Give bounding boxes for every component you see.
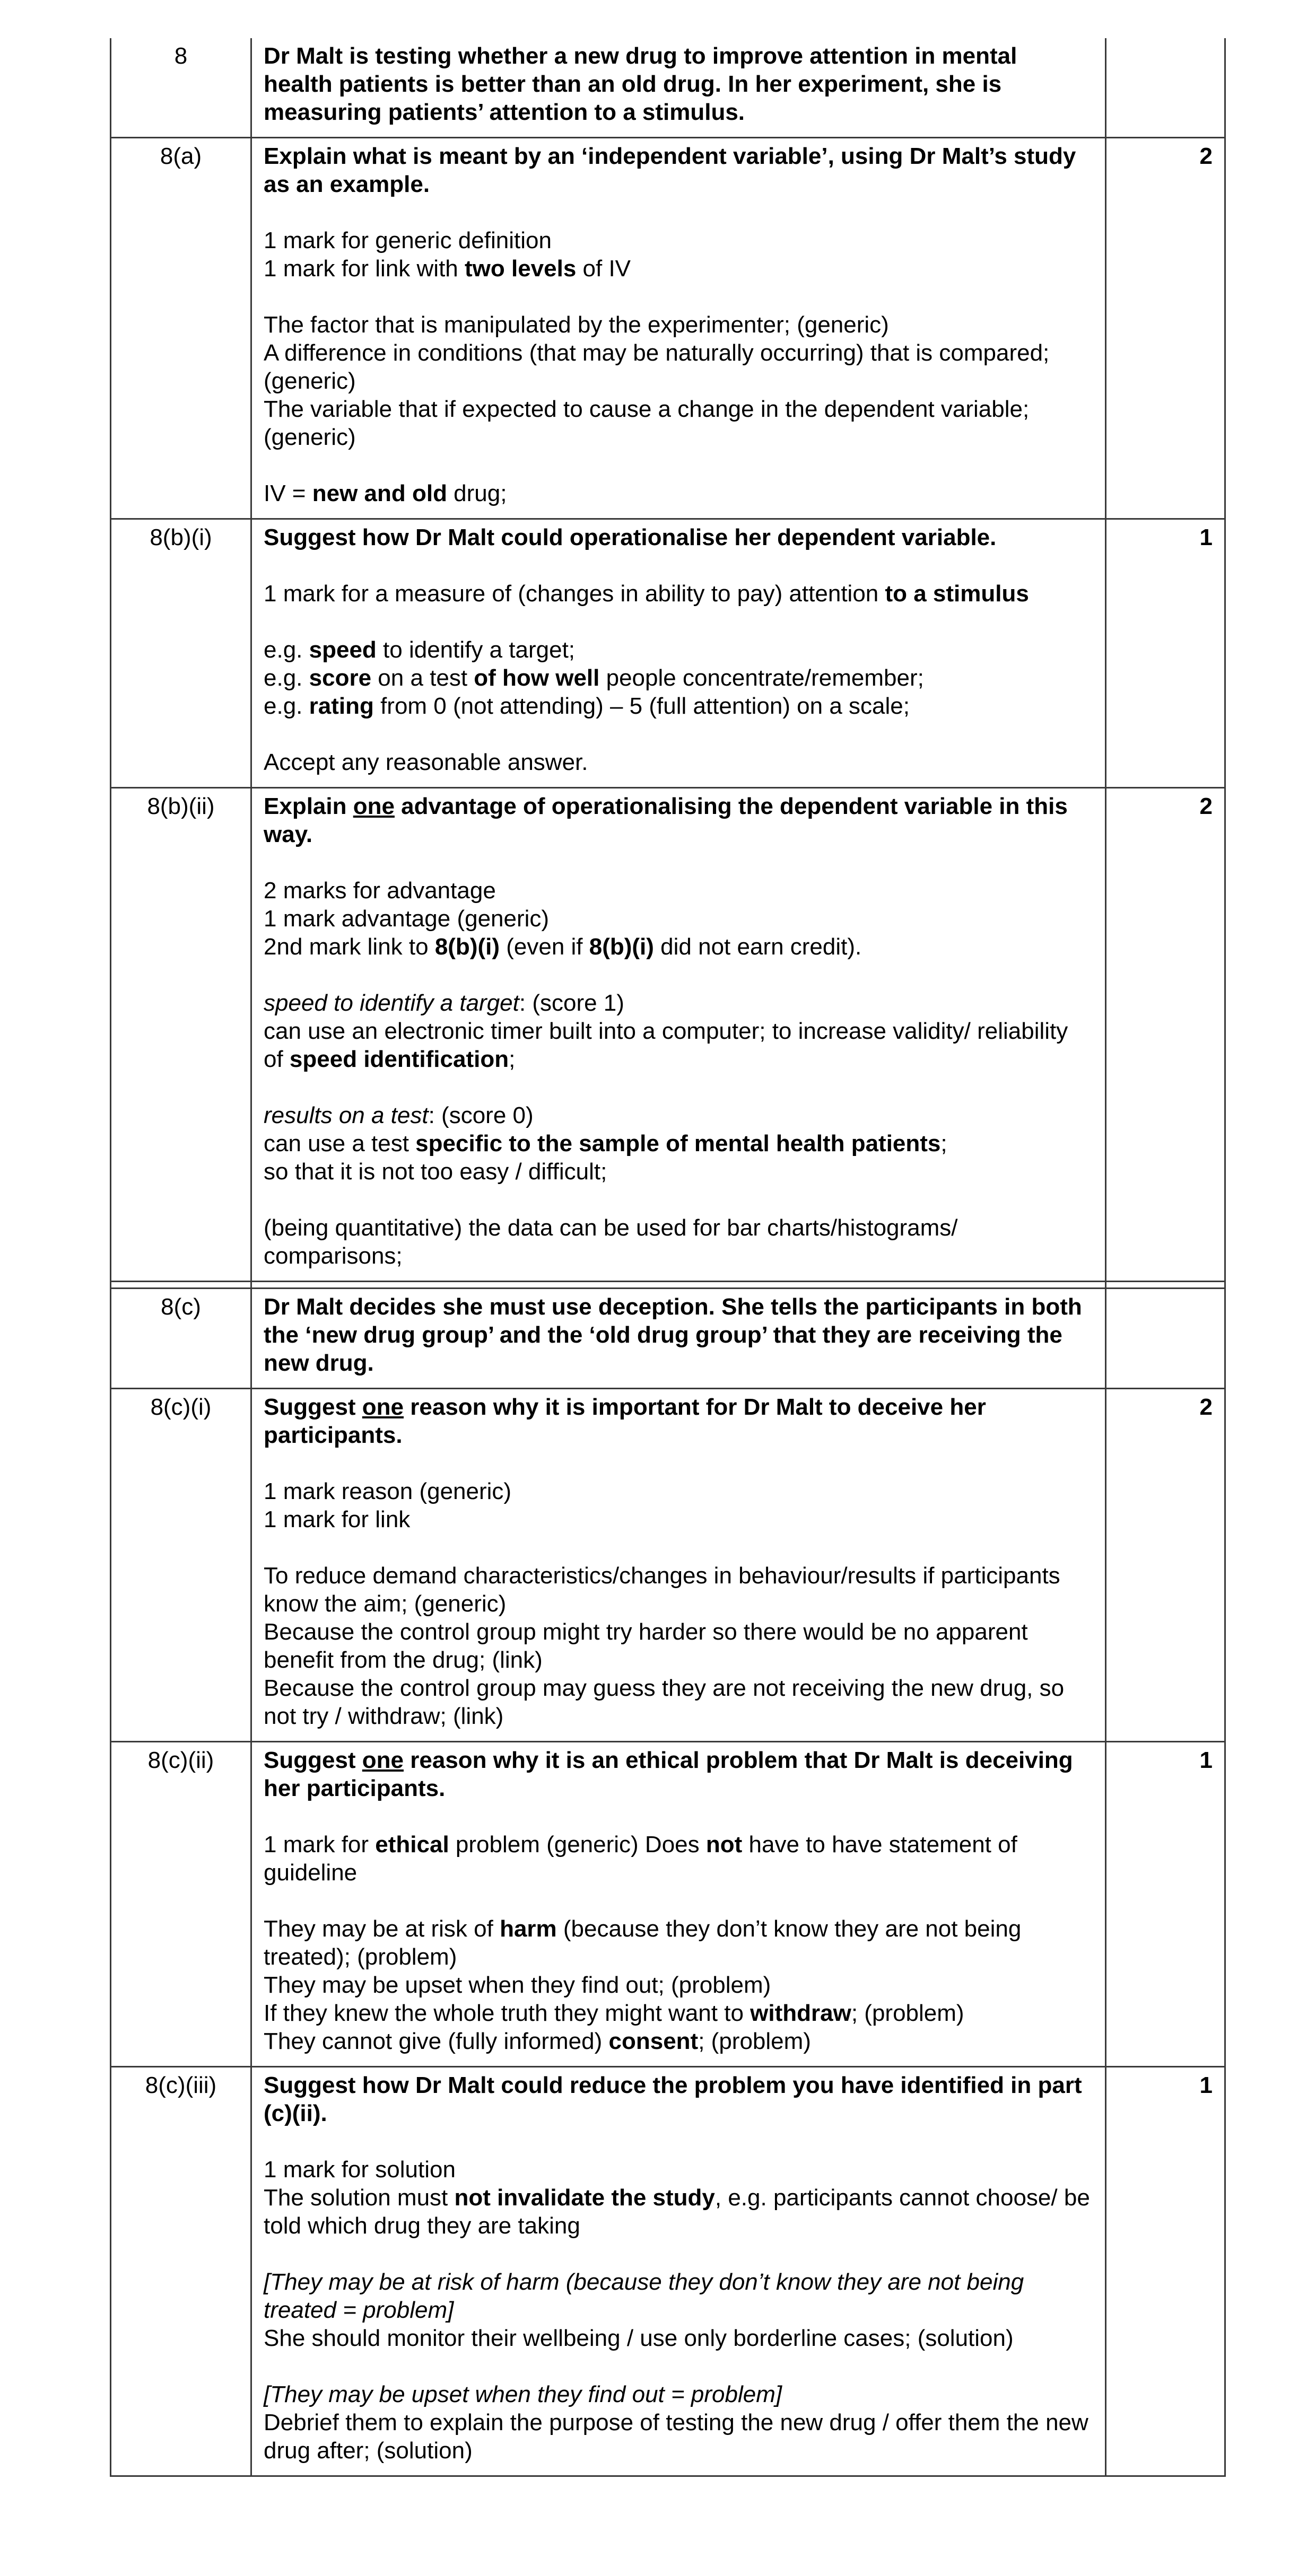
text-line — [264, 2184, 1091, 2240]
question-prompt — [264, 2071, 1091, 2127]
question-content — [251, 38, 1106, 138]
question-number: 8(c)(iii) — [111, 2067, 251, 2476]
text-line — [264, 1915, 1091, 1971]
question-prompt — [264, 42, 1091, 126]
row-separator — [111, 1282, 1225, 1289]
question-number: 8(c)(i) — [111, 1389, 251, 1742]
text-line — [264, 1971, 1091, 1999]
question-row-8bii — [111, 788, 1225, 1282]
text-run: 1 mark for link with — [264, 256, 465, 282]
text-line — [264, 1293, 1091, 1377]
guidance-paragraph — [264, 989, 1091, 1073]
text-run: They may be upset when they find out; (problem) — [264, 1972, 771, 1998]
text-run: reason why it is important for Dr Malt to deceive her participants. — [264, 1394, 986, 1448]
text-line — [264, 692, 1091, 720]
marks-value: 1 — [1106, 2067, 1225, 2476]
text-run: (because they don’t know they are not being treated); (problem) — [264, 1916, 1022, 1970]
text-line — [264, 42, 1091, 126]
text-run: To reduce demand characteristics/changes in behaviour/results if participants know the aim; (generic) — [264, 1563, 1060, 1617]
text-line — [264, 905, 1091, 933]
guidance-paragraph — [264, 877, 1091, 961]
text-line — [264, 1101, 1091, 1129]
text-run: not invalidate the study — [454, 2185, 715, 2211]
text-line — [264, 395, 1091, 451]
text-run: rating — [309, 693, 374, 719]
text-run: 1 mark advantage (generic) — [264, 906, 550, 932]
text-line — [264, 792, 1091, 848]
text-run: [They may be at risk of harm (because they don’t know they are not being treated = problem] — [264, 2269, 1024, 2323]
guidance-paragraph — [264, 1101, 1091, 1186]
text-line — [264, 1618, 1091, 1674]
text-line — [264, 1562, 1091, 1618]
text-run: harm — [500, 1916, 557, 1942]
question-row-8 — [111, 38, 1225, 138]
text-run: If they knew the whole truth they might want to — [264, 2000, 751, 2026]
question-content — [251, 1389, 1106, 1742]
text-line — [264, 877, 1091, 905]
text-run: 1 mark for — [264, 1832, 376, 1857]
guidance-paragraph — [264, 636, 1091, 720]
text-run: 1 mark for solution — [264, 2157, 456, 2183]
question-prompt — [264, 1293, 1091, 1377]
guidance-paragraph — [264, 1915, 1091, 2055]
text-run: one — [353, 793, 395, 819]
text-run: Accept any reasonable answer. — [264, 749, 588, 775]
text-run: They may be at risk of — [264, 1916, 500, 1942]
text-line — [264, 339, 1091, 395]
marks-value: 1 — [1106, 519, 1225, 788]
text-run: Dr Malt decides she must use deception. She tells the participants in both the ‘new drug group’ and the ‘old drug group’ that they are receiving the new drug. — [264, 1294, 1082, 1376]
text-run: A difference in conditions (that may be naturally occurring) that is compared; (generic) — [264, 340, 1050, 394]
text-line — [264, 1505, 1091, 1534]
separator-cell — [251, 1282, 1106, 1289]
text-line — [264, 580, 1091, 608]
marks-value: 2 — [1106, 138, 1225, 519]
guidance-paragraph — [264, 1830, 1091, 1887]
question-number: 8(b)(ii) — [111, 788, 251, 1282]
text-run: results on a test — [264, 1102, 429, 1128]
text-line — [264, 1393, 1091, 1449]
text-run: 1 mark for a measure of (changes in ability to pay) attention — [264, 581, 885, 607]
text-run: of IV — [576, 256, 631, 282]
separator-cell — [111, 1282, 251, 1289]
text-run: 2nd mark link to — [264, 934, 435, 960]
text-run: from 0 (not attending) – 5 (full attention) on a scale; — [373, 693, 910, 719]
text-run: ; (problem) — [851, 2000, 964, 2026]
text-run: speed to identify a target — [264, 990, 519, 1016]
text-run: Explain — [264, 793, 353, 819]
text-line — [264, 2071, 1091, 2127]
guidance-paragraph — [264, 479, 1091, 507]
text-run: specific to the sample of mental health patients — [415, 1131, 941, 1156]
question-content — [251, 2067, 1106, 2476]
text-run: 1 mark for link — [264, 1506, 411, 1532]
marks-value — [1106, 1289, 1225, 1389]
question-content — [251, 138, 1106, 519]
text-run: ; — [509, 1046, 516, 1072]
question-prompt — [264, 792, 1091, 848]
text-run: have to have statement of guideline — [264, 1832, 1017, 1886]
text-run: [They may be upset when they find out = problem] — [264, 2381, 782, 2407]
text-run: Dr Malt is testing whether a new drug to improve attention in mental health patients is better than an old drug. In her experiment, she is measuring patients’ attention to a stimulus. — [264, 43, 1017, 125]
text-line — [264, 1214, 1091, 1270]
text-run: consent — [608, 2028, 699, 2054]
question-prompt — [264, 523, 1091, 551]
question-prompt — [264, 1393, 1091, 1449]
marks-value: 2 — [1106, 788, 1225, 1282]
mark-scheme-table — [110, 38, 1226, 2477]
text-line — [264, 989, 1091, 1017]
text-run: 8(b)(i) — [434, 934, 500, 960]
text-run: new and old — [312, 480, 447, 506]
text-line — [264, 1999, 1091, 2027]
text-run: Suggest — [264, 1394, 362, 1420]
guidance-paragraph — [264, 1562, 1091, 1730]
marks-value: 1 — [1106, 1742, 1225, 2067]
text-run: Explain what is meant by an ‘independent variable’, using Dr Malt’s study as an example. — [264, 143, 1076, 197]
text-line — [264, 479, 1091, 507]
text-run: Because the control group may guess they are not receiving the new drug, so not try / withdraw; (link) — [264, 1675, 1065, 1729]
guidance-paragraph — [264, 2380, 1091, 2465]
text-line — [264, 2156, 1091, 2184]
question-prompt — [264, 142, 1091, 198]
question-row-8ciii — [111, 2067, 1225, 2476]
text-run: of how well — [474, 665, 600, 691]
text-run: IV = — [264, 480, 312, 506]
text-line — [264, 311, 1091, 339]
text-run: two levels — [464, 256, 577, 282]
separator-cell — [1106, 1282, 1225, 1289]
question-content — [251, 1742, 1106, 2067]
question-row-8c — [111, 1289, 1225, 1389]
text-run: score — [309, 665, 372, 691]
text-run: 1 mark reason (generic) — [264, 1478, 512, 1504]
text-run: Suggest how Dr Malt could operationalise her dependent variable. — [264, 524, 997, 550]
text-line — [264, 255, 1091, 283]
text-run: one — [362, 1747, 404, 1773]
text-run: advantage of operationalising the dependent variable in this way. — [264, 793, 1068, 847]
text-run: speed — [309, 637, 377, 663]
text-run: 2 marks for advantage — [264, 878, 496, 904]
text-run: drug; — [447, 480, 507, 506]
text-line — [264, 1158, 1091, 1186]
text-line — [264, 2324, 1091, 2352]
text-run: withdraw — [750, 2000, 851, 2026]
guidance-paragraph — [264, 748, 1091, 776]
text-run: can use an electronic timer built into a computer; to increase validity/ reliability of — [264, 1018, 1068, 1072]
text-run: Suggest how Dr Malt could reduce the problem you have identified in part (c)(ii). — [264, 2072, 1082, 2126]
text-run: (even if — [500, 934, 589, 960]
guidance-paragraph — [264, 311, 1091, 451]
text-line — [264, 636, 1091, 664]
text-run: Suggest — [264, 1747, 362, 1773]
text-run: ; (problem) — [698, 2028, 811, 2054]
marks-value: 2 — [1106, 1389, 1225, 1742]
text-run: : (score 0) — [428, 1102, 534, 1128]
text-run: ; — [940, 1131, 947, 1156]
text-run: e.g. — [264, 637, 309, 663]
question-row-8bi — [111, 519, 1225, 788]
text-run: , e.g. participants cannot choose/ be told which drug they are taking — [264, 2185, 1090, 2239]
marks-value — [1106, 38, 1225, 138]
text-line — [264, 2408, 1091, 2465]
text-run: e.g. — [264, 665, 309, 691]
text-run: so that it is not too easy / difficult; — [264, 1159, 607, 1185]
text-run: to identify a target; — [376, 637, 576, 663]
text-line — [264, 142, 1091, 198]
text-run: problem (generic) Does — [449, 1832, 706, 1857]
text-run: not — [705, 1832, 743, 1857]
text-run: to a stimulus — [885, 581, 1029, 607]
question-number: 8 — [111, 38, 251, 138]
text-line — [264, 1477, 1091, 1505]
question-number: 8(c) — [111, 1289, 251, 1389]
guidance-paragraph — [264, 1214, 1091, 1270]
text-line — [264, 2380, 1091, 2408]
text-run: can use a test — [264, 1131, 416, 1156]
text-line — [264, 226, 1091, 255]
question-number: 8(a) — [111, 138, 251, 519]
question-number: 8(b)(i) — [111, 519, 251, 788]
guidance-paragraph — [264, 2156, 1091, 2240]
question-row-8a — [111, 138, 1225, 519]
text-run: Because the control group might try harder so there would be no apparent benefit from the drug; (link) — [264, 1619, 1028, 1673]
question-number: 8(c)(ii) — [111, 1742, 251, 2067]
text-run: reason why it is an ethical problem that Dr Malt is deceiving her participants. — [264, 1747, 1073, 1801]
text-run: 1 mark for generic definition — [264, 227, 552, 253]
text-line — [264, 1017, 1091, 1073]
text-run: 8(b)(i) — [589, 934, 654, 960]
text-run: did not earn credit). — [653, 934, 862, 960]
text-run: The factor that is manipulated by the experimenter; (generic) — [264, 312, 889, 338]
text-run: (being quantitative) the data can be used for bar charts/histograms/ comparisons; — [264, 1215, 958, 1269]
text-line — [264, 664, 1091, 692]
text-line — [264, 2027, 1091, 2055]
question-content — [251, 1289, 1106, 1389]
question-row-8ci — [111, 1389, 1225, 1742]
guidance-paragraph — [264, 580, 1091, 608]
text-run: e.g. — [264, 693, 309, 719]
guidance-paragraph — [264, 2268, 1091, 2352]
text-run: The solution must — [264, 2185, 455, 2211]
text-run: ethical — [375, 1832, 449, 1857]
text-line — [264, 523, 1091, 551]
text-run: She should monitor their wellbeing / use only borderline cases; (solution) — [264, 2325, 1014, 2351]
text-line — [264, 748, 1091, 776]
text-line — [264, 1746, 1091, 1802]
text-run: speed identification — [289, 1046, 509, 1072]
text-line — [264, 1129, 1091, 1158]
text-run: : (score 1) — [519, 990, 624, 1016]
question-content — [251, 519, 1106, 788]
mark-scheme-page — [110, 38, 1213, 2477]
text-run: Debrief them to explain the purpose of testing the new drug / offer them the new drug after; (solution) — [264, 2409, 1088, 2464]
text-line — [264, 933, 1091, 961]
text-run: The variable that if expected to cause a change in the dependent variable; (generic) — [264, 396, 1030, 450]
question-row-8cii — [111, 1742, 1225, 2067]
text-run: people concentrate/remember; — [599, 665, 924, 691]
question-prompt — [264, 1746, 1091, 1802]
guidance-paragraph — [264, 226, 1091, 283]
text-run: They cannot give (fully informed) — [264, 2028, 609, 2054]
text-line — [264, 1830, 1091, 1887]
question-content — [251, 788, 1106, 1282]
text-run: on a test — [371, 665, 474, 691]
text-run: one — [362, 1394, 404, 1420]
text-line — [264, 1674, 1091, 1730]
guidance-paragraph — [264, 1477, 1091, 1534]
text-line — [264, 2268, 1091, 2324]
